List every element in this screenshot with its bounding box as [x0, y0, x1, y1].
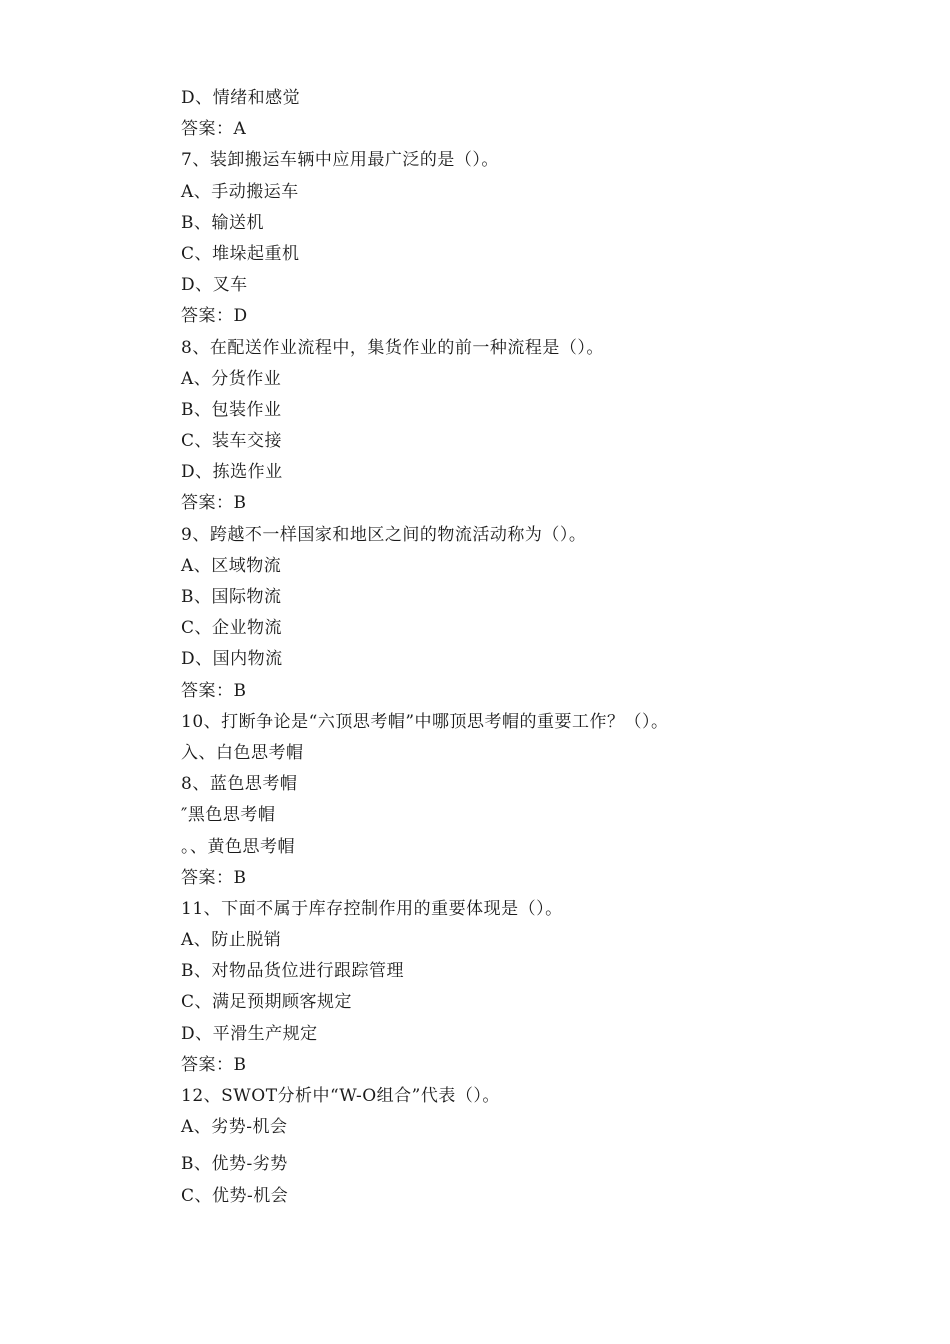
option-a-q12: A、劣势-机会 — [181, 1117, 288, 1138]
answer-q6: 答案：A — [181, 119, 247, 140]
option-d-q10: 。、黄色思考帽 — [181, 836, 295, 857]
option-b-q12: B、优势-劣势 — [181, 1154, 288, 1175]
option-b-q8: B、包装作业 — [181, 399, 282, 420]
question-9: 9、跨越不一样国家和地区之间的物流活动称为（）。 — [181, 524, 587, 545]
option-d-q8: D、拣选作业 — [181, 462, 283, 483]
option-a-q9: A、区域物流 — [181, 555, 282, 576]
answer-q11: 答案：B — [181, 1054, 247, 1075]
question-11: 11、下面不属于库存控制作用的重要体现是（）。 — [181, 898, 563, 919]
option-d-q7: D、叉车 — [181, 275, 248, 296]
option-a-q10: 入、白色思考帽 — [181, 742, 304, 763]
option-c-q7: C、堆垛起重机 — [181, 243, 300, 264]
option-d-q9: D、国内物流 — [181, 649, 283, 670]
option-b-q10: 8、蓝色思考帽 — [181, 774, 298, 795]
option-c-q8: C、装车交接 — [181, 431, 283, 452]
option-d-q6: D、情绪和感觉 — [181, 88, 301, 108]
question-7: 7、装卸搬运车辆中应用最广泛的是（）。 — [181, 150, 499, 171]
document-body — [181, 83, 881, 1212]
answer-q9: 答案：B — [181, 680, 247, 701]
option-a-q8: A、分货作业 — [181, 368, 282, 389]
option-c-q12: C、优势-机会 — [181, 1185, 289, 1206]
option-a-q7: A、手动搬运车 — [181, 181, 299, 202]
option-d-q11: D、平滑生产规定 — [181, 1023, 318, 1044]
question-10: 10、打断争论是“六顶思考帽”中哪顶思考帽的重要工作？（）。 — [181, 711, 669, 732]
option-c-q9: C、企业物流 — [181, 618, 283, 639]
option-c-q11: C、满足预期顾客规定 — [181, 992, 353, 1013]
option-b-q7: B、输送机 — [181, 212, 264, 233]
question-8: 8、在配送作业流程中，集货作业的前一种流程是（）。 — [181, 337, 604, 358]
answer-q10: 答案：B — [181, 867, 247, 888]
option-b-q9: B、国际物流 — [181, 587, 282, 607]
answer-q7: 答案：D — [181, 306, 248, 327]
question-12: 12、SWOT分析中“W-O组合”代表（）。 — [181, 1086, 500, 1106]
option-b-q11: B、对物品货位进行跟踪管理 — [181, 961, 404, 982]
answer-q8: 答案：B — [181, 493, 247, 514]
option-a-q11: A、防止脱销 — [181, 930, 282, 951]
option-c-q10: ″黑色思考帽 — [181, 805, 276, 826]
